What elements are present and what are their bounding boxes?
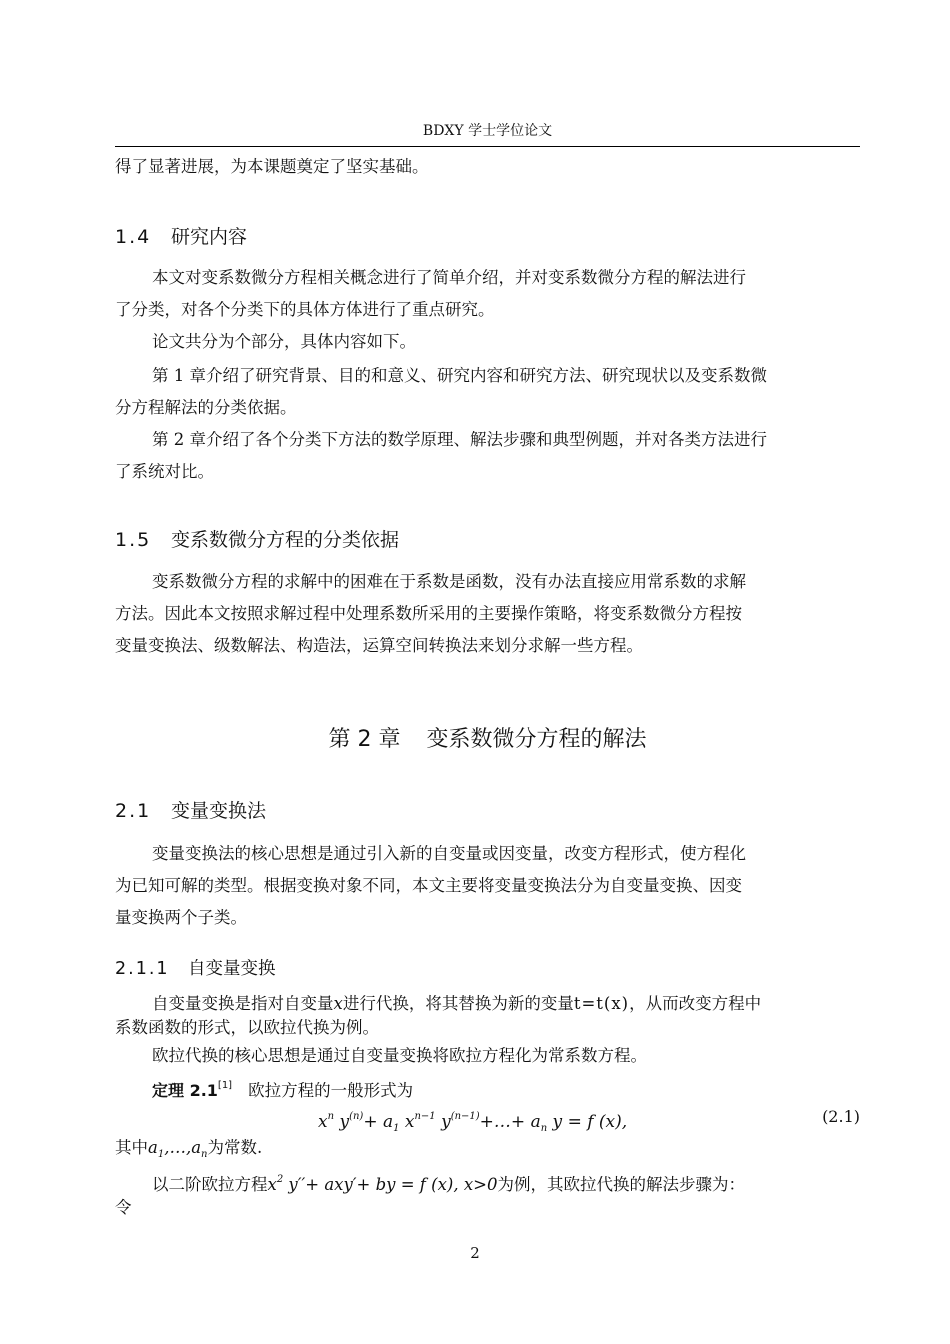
page-number: 2 — [470, 1244, 480, 1262]
coefficients: $a_1,\dots,a_n$ — [148, 1138, 208, 1160]
paragraph-line: 为已知可解的类型。根据变换对象不同，本文主要将变量变换法分为自变量变换、因变 — [115, 876, 742, 895]
theorem-line — [152, 1070, 860, 1107]
paragraph-line: 变量变换法的核心思想是通过引入新的自变量或因变量，改变方程形式，使方程化 — [152, 844, 746, 863]
section-heading-1-5 — [115, 525, 860, 555]
paragraph-line: 方法。因此本文按照求解过程中处理系数所采用的主要操作策略，将变系数微分方程按 — [115, 604, 742, 623]
paragraph-line: 了分类，对各个分类下的具体方体进行了重点研究。 — [115, 300, 495, 319]
section-number: 2.1 — [115, 800, 152, 822]
citation: [1] — [217, 1080, 233, 1091]
chapter-title: 变系数微分方程的解法 — [426, 727, 647, 752]
subsection-heading-2-1-1 — [115, 954, 860, 984]
paragraph-line: 变系数微分方程的求解中的困难在于系数是函数，没有办法直接应用常系数的求解 — [152, 572, 746, 591]
theorem-label: 定理 2.1[1] — [152, 1080, 233, 1100]
section-title: 研究内容 — [171, 226, 248, 248]
paragraph-line: 论文共分为个部分，具体内容如下。 — [152, 332, 416, 351]
chapter-heading — [115, 724, 860, 756]
subsection-title: 自变量变换 — [188, 959, 276, 979]
section-number: 1.5 — [115, 529, 152, 551]
header-rule — [115, 146, 860, 147]
section-title: 变量变换法 — [171, 800, 267, 822]
euler-equation: $x^n$ $y^{(n)}+ a_1$ $x^{n-1}$ $y^{(n-1)}+\dots+ a_n$ y = f (x), — [318, 1111, 628, 1134]
subsection-number: 2.1.1 — [115, 959, 170, 979]
variable-x: x — [333, 994, 343, 1013]
second-order-euler-equation: $x^2$ y′′+ axy′+ by = f (x), x>0 — [267, 1174, 498, 1194]
paragraph-line: 第 2 章介绍了各个分类下方法的数学原理、解法步骤和典型例题，并对各类方法进行 — [152, 430, 767, 449]
paragraph-line: 第 1 章介绍了研究背景、目的和意义、研究内容和研究方法、研究现状以及变系数微 — [152, 366, 767, 385]
paragraph-line: 分方程解法的分类依据。 — [115, 398, 297, 417]
running-header: BDXY 学士学位论文 — [422, 123, 553, 139]
paragraph-line: 本文对变系数微分方程相关概念进行了简单介绍，并对变系数微分方程的解法进行 — [152, 268, 746, 287]
section-title: 变系数微分方程的分类依据 — [171, 529, 400, 551]
paragraph-line: 得了显著进展，为本课题奠定了坚实基础。 — [115, 157, 429, 176]
substitution-expression: t=t(x) — [573, 994, 630, 1013]
paragraph-line: 令 — [115, 1198, 132, 1217]
paragraph-line: 了系统对比。 — [115, 462, 214, 481]
paragraph-line: 量变换两个子类。 — [115, 908, 247, 927]
paragraph-line: 变量变换法、级数解法、构造法，运算空间转换法来划分求解一些方程。 — [115, 636, 643, 655]
equation-number: (2.1) — [822, 1107, 860, 1126]
section-number: 1.4 — [115, 226, 152, 248]
paragraph-line: 其中$a_1,\dots,a_n$为常数. — [115, 1138, 263, 1160]
paragraph-line: 自变量变换是指对自变量x进行代换，将其替换为新的变量t=t(x)，从而改变方程中 — [152, 994, 762, 1013]
paragraph-line: 欧拉代换的核心思想是通过自变量变换将欧拉方程化为常系数方程。 — [152, 1046, 647, 1065]
section-heading-1-4 — [115, 222, 860, 252]
chapter-number: 第 2 章 — [328, 727, 401, 752]
paragraph-line: 系数函数的形式，以欧拉代换为例。 — [115, 1018, 379, 1037]
paragraph-line: 以二阶欧拉方程$x^2$ y′′+ axy′+ by = f (x), x>0为例，其欧拉代换的解法步骤为： — [152, 1174, 745, 1194]
theorem-text: 欧拉方程的一般形式为 — [248, 1081, 414, 1100]
section-heading-2-1 — [115, 796, 860, 826]
